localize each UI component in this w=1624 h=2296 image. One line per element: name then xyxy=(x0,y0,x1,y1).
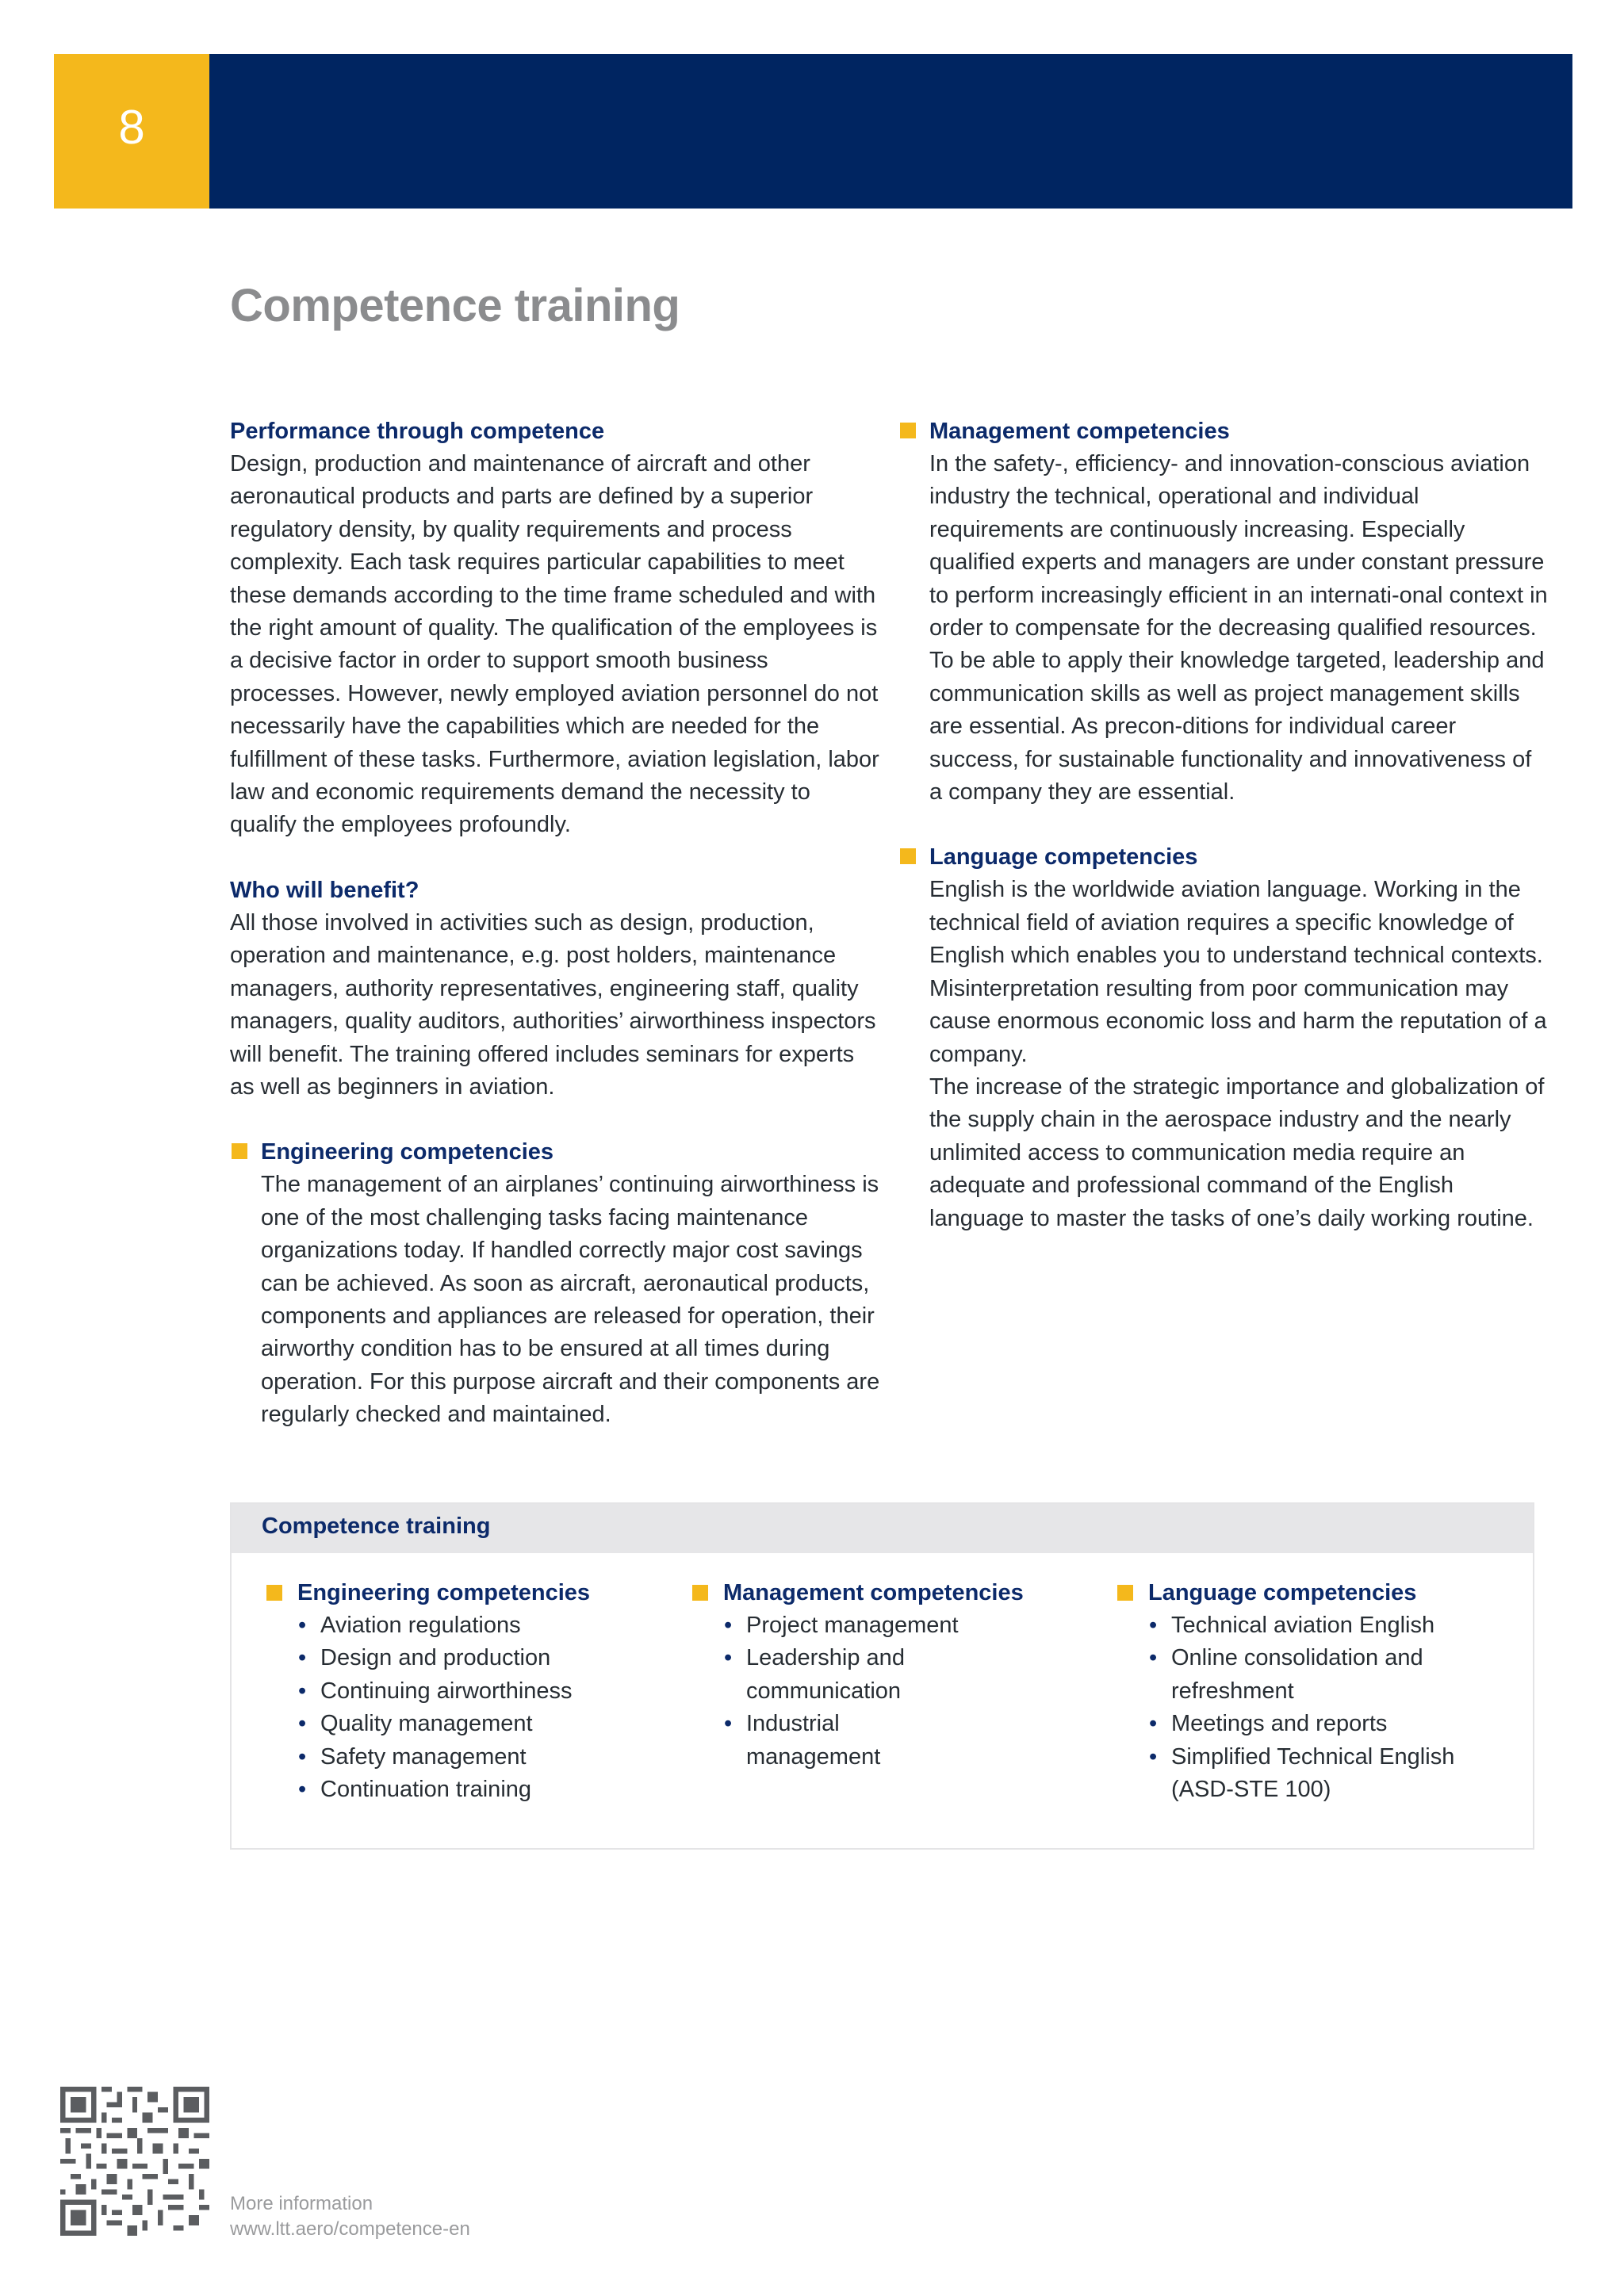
list-item-text: Simplified Technical English (ASD-STE 100) xyxy=(1171,1743,1455,1803)
summary-column-heading-text: Management competencies xyxy=(723,1580,1024,1605)
summary-list xyxy=(266,1609,662,1806)
list-item-text: Continuation training xyxy=(320,1777,532,1803)
footer-url-link[interactable]: www.ltt.aero/competence-en xyxy=(230,2218,470,2240)
bullet-dot-icon: • xyxy=(1149,1645,1158,1671)
page-number-box xyxy=(54,54,209,209)
section-heading: Management competencies xyxy=(929,419,1230,444)
bullet-dot-icon: • xyxy=(298,1613,307,1638)
section-management xyxy=(898,415,1549,809)
right-column xyxy=(898,415,1549,1268)
bullet-dot-icon: • xyxy=(724,1711,733,1737)
summary-box xyxy=(230,1502,1534,1850)
section-heading: Engineering competencies xyxy=(261,1139,554,1165)
section-engineering xyxy=(230,1136,880,1431)
list-item xyxy=(723,1708,961,1774)
bullet-dot-icon: • xyxy=(298,1678,307,1704)
section-body: Design, production and maintenance of aircraft and other aeronautical products and parts are defined by a superior regulatory density, by quality requirements and process complexity. Each task requires particular capabilities to meet these demands according to the time frame scheduled and with the right amount of quality. The qualification of the employees is a decisive factor in order to support smooth business processes. However, newly employed aviation personnel do not necessarily have the capabilities which are needed for the fulfillment of these tasks. Furthermore, aviation legislation, labor law and economic requirements demand the necessity to qualify the employees profoundly. xyxy=(230,451,879,838)
list-item xyxy=(297,1708,662,1740)
section-who-benefits xyxy=(230,874,880,1104)
square-bullet-icon xyxy=(1117,1585,1133,1601)
list-item xyxy=(297,1741,662,1774)
page-header xyxy=(54,54,1572,209)
list-item xyxy=(297,1675,662,1708)
section-body: English is the worldwide aviation language. Working in the technical field of aviation requires a specific knowledge of English which enables you to understand technical contexts. Misinterpretation resulting from poor communication may cause enormous economic loss and harm the reputation of a company. xyxy=(929,877,1547,1067)
bullet-dot-icon: • xyxy=(298,1711,307,1737)
footer xyxy=(230,2191,470,2242)
list-item-text: Leadership and communication xyxy=(746,1645,905,1704)
summary-list xyxy=(691,1609,961,1774)
bullet-dot-icon: • xyxy=(298,1777,307,1803)
section-heading: Who will benefit? xyxy=(230,877,419,903)
square-bullet-icon xyxy=(900,848,916,864)
section-language xyxy=(898,841,1549,1234)
section-body: The increase of the strategic importance and globalization of the supply chain in the aerospace industry and the nearly unlimited access to communication media require an adequate and professional command of the English language to master the tasks of one’s daily working routine. xyxy=(929,1073,1545,1231)
list-item-text: Industrial management xyxy=(746,1711,881,1770)
page-title: Competence training xyxy=(230,280,680,331)
list-item-text: Technical aviation English xyxy=(1171,1613,1435,1638)
summary-column-language xyxy=(1116,1577,1513,1806)
list-item xyxy=(297,1774,662,1806)
bullet-dot-icon: • xyxy=(298,1743,307,1770)
list-item-text: Design and production xyxy=(320,1645,551,1671)
list-item xyxy=(297,1642,662,1674)
list-item xyxy=(723,1609,961,1642)
summary-column-heading-text: Language competencies xyxy=(1148,1580,1417,1605)
square-bullet-icon xyxy=(266,1585,282,1601)
header-band xyxy=(209,54,1572,209)
square-bullet-icon xyxy=(232,1143,247,1159)
list-item-text: Project management xyxy=(746,1613,959,1638)
page-number: 8 xyxy=(118,101,145,154)
square-bullet-icon xyxy=(900,423,916,438)
qr-code-icon[interactable] xyxy=(60,2087,209,2236)
section-heading: Performance through competence xyxy=(230,419,605,444)
list-item xyxy=(1148,1708,1465,1740)
summary-list xyxy=(1116,1609,1465,1806)
bullet-dot-icon: • xyxy=(724,1645,733,1671)
summary-column-heading-text: Engineering competencies xyxy=(297,1580,591,1605)
square-bullet-icon xyxy=(692,1585,708,1601)
footer-label: More information xyxy=(230,2193,373,2214)
left-column xyxy=(230,415,880,1464)
summary-column-heading xyxy=(691,1577,1088,1609)
list-item-text: Online consolidation and refreshment xyxy=(1171,1645,1423,1704)
summary-column-heading xyxy=(1116,1577,1513,1609)
summary-box-header xyxy=(232,1504,1533,1553)
summary-column-engineering xyxy=(266,1577,662,1806)
summary-box-title: Competence training xyxy=(262,1513,491,1539)
bullet-dot-icon: • xyxy=(1149,1743,1158,1770)
bullet-dot-icon: • xyxy=(298,1645,307,1671)
list-item-text: Meetings and reports xyxy=(1171,1711,1388,1737)
section-body: All those involved in activities such as design, production, operation and maintenance, e.g. post holders, maintenance managers, authority representatives, engineering staff, quality managers, quality auditors, authorities’ airworthiness inspectors will benefit. The training offered includes seminars for experts as well as beginners in aviation. xyxy=(230,909,876,1100)
list-item xyxy=(1148,1741,1465,1807)
section-performance xyxy=(230,415,880,842)
bullet-dot-icon: • xyxy=(1149,1613,1158,1638)
summary-column-heading xyxy=(266,1577,662,1609)
section-body: The management of an airplanes’ continuing airworthiness is one of the most challenging tasks facing maintenance organizations today. If handled correctly major cost savings can be achieved. As soon as aircraft, aeronautical products, components and appliances are released for operation, their airworthy condition has to be ensured at all times during operation. For this purpose aircraft and their components are regularly checked and maintained. xyxy=(261,1172,880,1428)
list-item xyxy=(297,1609,662,1642)
list-item xyxy=(723,1642,961,1708)
list-item-text: Safety management xyxy=(320,1743,527,1770)
list-item xyxy=(1148,1609,1465,1642)
bullet-dot-icon: • xyxy=(1149,1711,1158,1737)
list-item-text: Quality management xyxy=(320,1711,533,1737)
section-heading: Language competencies xyxy=(929,844,1198,871)
section-body: In the safety-, efficiency- and innovation-conscious aviation industry the technical, operational and individual requirements are continuously increasing. Especially qualified experts and managers are under constant pressure to perform increasingly efficient in an internati-onal context in order to compensate for the decreasing qualified resources. To be able to apply their knowledge targeted, leadership and communication skills as well as project management skills are essential. As precon-ditions for individual career success, for sustainable functionality and innovativeness of a company they are essential. xyxy=(929,451,1548,806)
list-item-text: Continuing airworthiness xyxy=(320,1678,573,1704)
list-item-text: Aviation regulations xyxy=(320,1613,521,1638)
list-item xyxy=(1148,1642,1465,1708)
bullet-dot-icon: • xyxy=(724,1613,733,1638)
summary-column-management xyxy=(691,1577,1088,1774)
